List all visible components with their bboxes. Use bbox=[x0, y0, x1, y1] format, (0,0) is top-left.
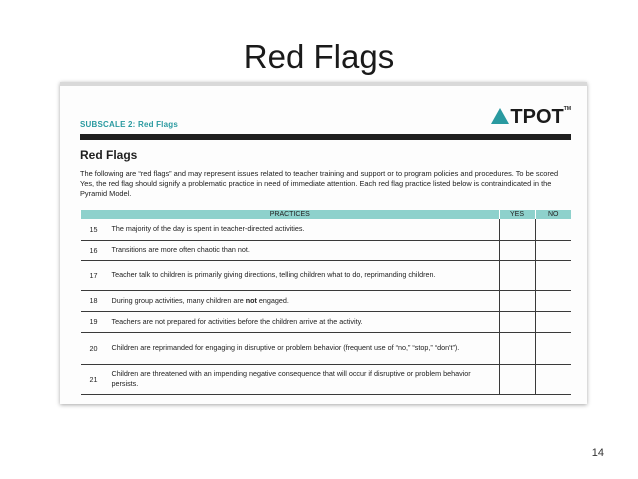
tpot-logo bbox=[491, 106, 571, 129]
row-number: 21 bbox=[81, 364, 107, 394]
practice-text bbox=[107, 290, 500, 311]
row-number: 19 bbox=[81, 311, 107, 332]
table-row bbox=[81, 364, 572, 394]
table-row bbox=[81, 290, 572, 311]
no-cell[interactable] bbox=[535, 219, 571, 240]
practice-text: Teacher talk to children is primarily giving directions, telling children what to do, reprimanding children. bbox=[107, 260, 500, 290]
yes-column-header: YES bbox=[499, 210, 535, 219]
triangle-icon bbox=[491, 108, 509, 124]
page-number: 14 bbox=[591, 447, 604, 459]
practice-text: Children are reprimanded for engaging in disruptive or problem behavior (frequent use of “no,” “stop,” “don't”). bbox=[107, 332, 500, 364]
yes-cell[interactable] bbox=[499, 332, 535, 364]
row-number: 20 bbox=[81, 332, 107, 364]
yes-cell[interactable] bbox=[499, 260, 535, 290]
table-row bbox=[81, 240, 572, 260]
yes-cell[interactable] bbox=[499, 364, 535, 394]
practice-text: The majority of the day is spent in teacher-directed activities. bbox=[107, 219, 500, 240]
no-cell[interactable] bbox=[535, 240, 571, 260]
practices-table bbox=[80, 210, 571, 395]
no-cell[interactable] bbox=[535, 290, 571, 311]
practice-text: Transitions are more often chaotic than not. bbox=[107, 240, 500, 260]
logo-trademark: TM bbox=[563, 106, 571, 112]
slide-title: Red Flags bbox=[243, 38, 395, 75]
table-row bbox=[81, 332, 572, 364]
scanned-form-image bbox=[60, 82, 587, 404]
table-row bbox=[81, 219, 572, 240]
header-divider-bar bbox=[80, 134, 571, 140]
no-column-header: NO bbox=[535, 210, 571, 219]
row-number: 17 bbox=[81, 260, 107, 290]
practice-text-part: engaged. bbox=[256, 295, 289, 305]
practice-text-part: During group activities, many children are bbox=[111, 295, 246, 305]
row-number: 18 bbox=[81, 290, 107, 311]
practice-text: Teachers are not prepared for activities before the children arrive at the activity. bbox=[107, 311, 500, 332]
practices-column-header: PRACTICES bbox=[81, 210, 500, 219]
yes-cell[interactable] bbox=[499, 240, 535, 260]
row-number: 16 bbox=[81, 240, 107, 260]
table-row bbox=[81, 260, 572, 290]
practice-text-emphasis: not bbox=[245, 295, 257, 305]
yes-cell[interactable] bbox=[499, 290, 535, 311]
no-cell[interactable] bbox=[535, 311, 571, 332]
intro-paragraph: The following are “red flags” and may represent issues related to teacher training and support or to program policies and procedures. To be scored Yes, the red flag should signify a problematic practice in need of immediate attention. Each red flag practice listed below is contraindicated in the Pyramid Model. bbox=[80, 169, 559, 199]
no-cell[interactable] bbox=[535, 260, 571, 290]
practice-text: Children are threatened with an impending negative consequence that will occur if disruptive or problem behavior persists. bbox=[107, 364, 500, 394]
logo-text: TPOT bbox=[510, 106, 564, 128]
subscale-label: SUBSCALE 2: Red Flags bbox=[80, 120, 178, 129]
row-number: 15 bbox=[81, 219, 107, 240]
no-cell[interactable] bbox=[535, 364, 571, 394]
section-heading: Red Flags bbox=[80, 148, 138, 162]
yes-cell[interactable] bbox=[499, 311, 535, 332]
table-header-row bbox=[81, 210, 572, 219]
no-cell[interactable] bbox=[535, 332, 571, 364]
yes-cell[interactable] bbox=[499, 219, 535, 240]
table-row bbox=[81, 311, 572, 332]
